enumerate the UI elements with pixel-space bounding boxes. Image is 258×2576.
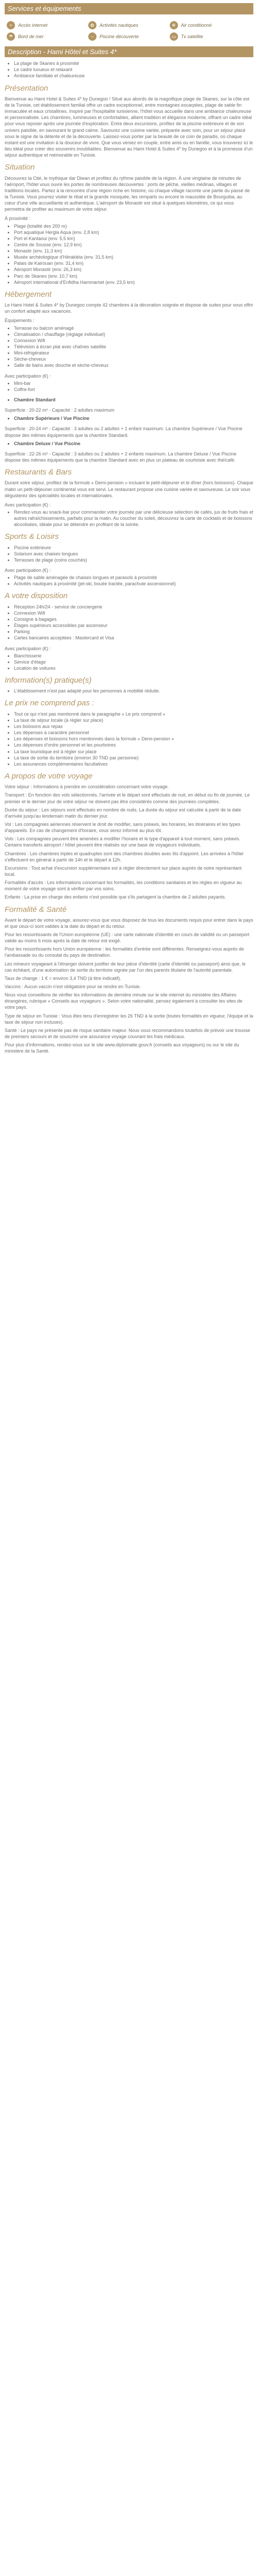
list-item: • Blanchisserie	[14, 653, 253, 659]
list-item: • Location de voitures	[14, 665, 253, 671]
paragraph: Chambres : Les chambres triples et quadruples sont des chambres doubles avec lits d'appoint. Les arrivées à l'hôtel s'effectuent en général à partir de 14h et le départ à 12h.	[5, 851, 244, 862]
list-item: • Cartes bancaires acceptées : Mastercard et Visa	[14, 635, 253, 641]
list-item: • La plage de Skanes à proximité	[14, 60, 253, 66]
list-item: • Connexion Wifi	[14, 610, 253, 616]
hebergement-payant-list	[5, 380, 253, 393]
situation-title: Situation	[5, 163, 35, 172]
formalites-section	[5, 905, 253, 1055]
list-item: • Service d'étage	[14, 659, 253, 665]
aircon-icon: ❄	[170, 21, 178, 29]
presentation-section	[5, 83, 253, 159]
presentation-title: Présentation	[5, 83, 49, 93]
disposition-payant-label: Avec participation (€) :	[5, 646, 51, 651]
hebergement-payant-label: Avec participation (€) :	[5, 373, 51, 379]
room-name-list	[5, 440, 253, 447]
hebergement-equip-label: Équipements :	[5, 318, 35, 324]
sports-section	[5, 532, 253, 587]
list-item: • Salle de bains avec douche et sèche-cheveux	[14, 362, 253, 368]
service-label: Tv satellite	[181, 33, 203, 39]
formalites-title: Formalité & Santé	[5, 905, 67, 914]
service-item	[88, 32, 170, 41]
list-item: • Télévision à écran plat avec chaînes satellite	[14, 344, 253, 350]
list-item: • Le cadre luxueux et relaxant	[14, 66, 253, 73]
restaurants-label: Avec participation (€) :	[5, 502, 51, 507]
list-item: • Étages supérieurs accessibles par ascenseur	[14, 622, 253, 629]
list-item: • Sèche-cheveux	[14, 356, 253, 362]
list-item: • Activités nautiques à proximité (jet-ski, bouée tractée, parachute ascensionnel)	[14, 581, 253, 587]
list-item: • La taxe touristique est à régler sur place	[14, 749, 253, 755]
paragraph: Vol : Les compagnies aériennes réservent le droit de modifier, sans préavis, les horaires, les itinéraires et les types d'appareils. En cas de changement d'horaire, vous serez informé au plus tôt.	[5, 821, 240, 834]
service-label: Activités nautiques	[99, 22, 138, 28]
paragraph: Nous vous conseillons de vérifier les informations de dernière minute sur le site internet du ministère des Affaires étrangères, rubrique « Conseils aux voyageurs ». Selon votre nationalité, pensez également à consulter les sites de votre pays.	[5, 992, 243, 1010]
room-list	[5, 397, 253, 463]
list-item: • Centre de Sousse (env. 12,9 km)	[14, 242, 253, 248]
hebergement-section	[5, 290, 253, 463]
hebergement-title: Hébergement	[5, 290, 52, 299]
service-item	[88, 21, 170, 29]
hebergement-intro: Le Hami Hotel & Suites 4* by Dunegoo compte 42 chambres à la décoration soignée et dispose de suites pour vous offrir un confort adapté aux vacances.	[5, 302, 253, 314]
infos-section	[5, 675, 253, 694]
list-item: • Aéroport international d'Enfidha Hammamet (env. 23,5 km)	[14, 279, 253, 285]
list-item: • Port aquatique Hergla Aqua (env. 2,8 km)	[14, 229, 253, 235]
page	[0, 0, 258, 1061]
infos-list	[5, 688, 253, 694]
services-grid	[5, 18, 253, 46]
room-name-list	[5, 415, 253, 421]
restaurants-list	[5, 509, 253, 528]
sports-list	[5, 545, 253, 563]
list-item: • La taxe de séjour locale (à régler sur place)	[14, 717, 253, 723]
paragraph: Découvrez la Cité, le mythique dar Diwan et profitez du rythme paisible de la région. À une vingtaine de minutes de l'aéroport, l'hôtel vous ouvre les portes de nombreuses découvertes : ports de pêche, vieilles médinas, villages et traditions locales. Partez à la rencontre d'une région riche en histoire, où chaque village raconte une partie du passé de la Tunisie. Vous pourrez visiter le ribat et la grande mosquée, les remparts ou encore le mausolée de Bourguiba, au cœur d'une ville accueillante et authentique. L'aéroport de Monastir est situé à quelques kilomètres, ce qui vous permettra de profiter au maximum de votre séjour.	[5, 175, 250, 212]
paragraph: Pour plus d'informations, rendez-vous sur le site www.diplomatie.gouv.fr (conseils aux voyageurs) ou sur le site du ministère de la Santé.	[5, 1042, 239, 1054]
list-item: • Port el Kantaoui (env. 5,5 km)	[14, 235, 253, 242]
room-name: • Chambre Deluxe / Vue Piscine	[14, 440, 253, 447]
paragraph: Type de séjour en Tunisie : Vous êtes tenu d'enregistrer les 26 TND à la sortie (toutes formalités en vigueur, l'équipe et la taxe de séjour non incluses).	[5, 1013, 253, 1025]
apropos-section	[5, 771, 253, 901]
paragraph: Pour les ressortissants hors Union européenne : les formalités d'entrée sont différentes. Renseignez-vous auprès de l'ambassade ou du consulat du pays de destination.	[5, 946, 244, 958]
paragraph: Avant le départ de votre voyage, assurez-vous que vous disposez de tous les documents requis pour entrer dans le pays et que ceux-ci sont valides à la date du départ et du retour.	[5, 917, 253, 929]
presentation-body	[5, 96, 253, 158]
list-item: • Mini-bar	[14, 380, 253, 386]
pool-icon: ~	[88, 32, 96, 41]
formalites-body	[5, 917, 253, 1055]
beach-icon: ☂	[7, 32, 15, 41]
list-item: • Monastir (env. 11,3 km)	[14, 248, 253, 254]
service-label: Bord de mer	[18, 33, 44, 39]
service-item	[7, 21, 88, 29]
sports-payant-list	[5, 574, 253, 587]
list-item: • Les dépenses d'ordre personnel et les pourboires	[14, 742, 253, 748]
paragraph: Formalités d'accès : Les informations concernant les formalités, les conditions sanitaires et les règles en vigueur au moment de votre voyage sont à vérifier par vos soins.	[5, 880, 242, 892]
room-name: • Chambre Standard	[14, 397, 253, 403]
list-item: • La taxe de sortie du territoire (environ 30 TND par personne)	[14, 755, 253, 761]
list-item: • Consigne à bagages	[14, 616, 253, 622]
situation-section	[5, 162, 253, 285]
disposition-title: A votre disposition	[5, 591, 68, 601]
restaurants-section	[5, 467, 253, 528]
list-item: • L'établissement n'est pas adapté pour les personnes à mobilité réduite.	[14, 688, 253, 694]
list-item: • Musée archéologique d'Hérakléia (env. 31,5 km)	[14, 254, 253, 260]
activities-icon: ✿	[88, 21, 96, 29]
service-item	[170, 32, 251, 41]
list-item: • Mini-réfrigérateur	[14, 350, 253, 356]
apropos-body	[5, 784, 253, 900]
disposition-section	[5, 591, 253, 671]
list-item: • Aéroport Monastir (env. 26,3 km)	[14, 266, 253, 273]
room-details: Superficie : 20-22 m² - Capacité : 2 adultes maximum	[5, 408, 115, 413]
list-item: • Terrasse ou balcon aménagé	[14, 325, 253, 331]
list-item: • Connexion Wifi	[14, 337, 253, 344]
paragraph: Taux de change : 1 € = environ 3,4 TND (à titre indicatif).	[5, 975, 121, 981]
prix-section	[5, 698, 253, 767]
description-list	[5, 60, 253, 79]
sports-payant-label: Avec participation (€) :	[5, 568, 51, 573]
paragraph: Enfants : La prise en charge des enfants n'est possible que s'ils partagent la chambre de 2 adultes payants.	[5, 894, 226, 900]
list-item: • Parc de Skanes (env. 10,7 km)	[14, 273, 253, 279]
distances-label: À proximité :	[5, 216, 31, 222]
paragraph: Vaccins : Aucun vaccin n'est obligatoire pour se rendre en Tunisie.	[5, 984, 141, 990]
list-item: • Les dépenses à caractère personnel	[14, 730, 253, 736]
paragraph: Votre séjour : Informations à prendre en considération concernant votre voyage.	[5, 784, 169, 790]
services-header: Services et équipements	[5, 3, 253, 14]
paragraph: Transport : En fonction des vols sélectionnés, l'arrivée et le départ sont effectués de nuit, en début ou fin de journée. Le premier et le dernier jour de votre séjour ne doivent pas être considérés comme des journées complètes.	[5, 792, 250, 804]
disposition-payant-list	[5, 653, 253, 671]
room-details: Superficie : 20-24 m² - Capacité : 3 adultes ou 2 adultes + 1 enfant maximum. La chambre Supérieure / Vue Piscine dispose des mêmes équipements que la chambre Standard.	[5, 426, 243, 438]
apropos-title: A propos de votre voyage	[5, 772, 93, 781]
sports-title: Sports & Loisirs	[5, 532, 59, 541]
restaurants-intro: Durant votre séjour, profitez de la formule « Demi-pension » incluant le petit-déjeuner et le dîner (hors boissons). Chaque matin un petit-déjeuner continental vous est servi. Le restaurant propose une cuisine variée et savoureuse. Le soir vous dégusterez des spécialités locales et internationales.	[5, 480, 253, 498]
paragraph: Vols : Les compagnies peuvent être amenées à modifier l'horaire et le type d'appareil à tout moment, sans préavis. Certains transferts aéroport / hôtel peuvent être réalisés sur une base de voyageurs individuels.	[5, 836, 240, 848]
list-item: • Rendez-vous au snack-bar pour commander votre journée par une délicieuse sélection de cafés, jus de fruits frais et autres rafraîchissements, parfaits pour la matin. Au coucher du soleil, découvrez la carte de cocktails et de boissons alcoolisées, idéale pour se détendre en profitant de la soirée.	[14, 509, 253, 528]
room-name: • Chambre Supérieure / Vue Piscine	[14, 415, 253, 421]
list-item: • Coffre-fort	[14, 386, 253, 393]
service-label: Accès internet	[18, 22, 48, 28]
list-item: • Solarium avec chaises longues	[14, 551, 253, 557]
hebergement-equip-list	[5, 325, 253, 369]
list-item: • Les dépenses et boissons hors mentionnés dans la formule « Demi-pension »	[14, 736, 253, 742]
list-item: • Plage de sable aménagée de chaises longues et parasols à proximité	[14, 574, 253, 581]
tv-icon: ▭	[170, 32, 178, 41]
paragraph: Bienvenue au Hami Hotel & Suites 4* by Dunegoo ! Situé aux abords de la magnifique plage de Skanes, sur la côte est de la Tunisie, cet établissement familial offre un cadre exceptionnel, entre montagnes escarpées, plage de sable fin immaculée et eaux cristallines. Inspiré par l'hospitalité tunisienne, l'hôtel vous accueille dans une ambiance chaleureuse et personnalisée. Les chambres, lumineuses et confortables, allient tradition et élégance moderne, offrant un cadre idéal pour vous reposer après une journée d'exploration. Entre deux excursions, profitez de la piscine extérieure et de son univers paisible, en savourant le grand calme. Savourez une cuisine variée, préparée avec soin, pour un séjour placé sous le signe de la détente et de la découverte. Laissez-vous porter par la beauté de ce coin de paradis, où chaque instant est une invitation à la douceur de vivre. Que vous veniez en couple, entre amis ou en famille, vous trouverez ici le lieu idéal pour créer des souvenirs inoubliables. Bienvenue au Hami Hotel & Suites 4* by Dunegoo et à la promesse d'un séjour authentique et mémorable en Tunisie.	[5, 96, 253, 158]
disposition-list	[5, 604, 253, 641]
service-item	[7, 32, 88, 41]
list-item: • Plage (totalité des 200 m)	[14, 223, 253, 229]
list-item: • Palais de Kairouan (env. 31,4 km)	[14, 260, 253, 266]
service-label: Piscine découverte	[99, 33, 139, 39]
list-item: • Piscine extérieure	[14, 545, 253, 551]
distances-list	[5, 223, 253, 285]
list-item: • Climatisation / chauffage (réglage individuel)	[14, 331, 253, 337]
list-item: • Réception 24h/24 - service de conciergerie	[14, 604, 253, 610]
list-item: • Parking	[14, 629, 253, 635]
description-header: Description - Hami Hôtel et Suites 4*	[5, 46, 253, 58]
room-details: Superficie : 22-26 m² - Capacité : 3 adultes ou 2 adultes + 2 enfants maximum. La chambre Deluxe / Vue Piscine dispose des mêmes équipements que la chambre Standard avec en plus un plateau de courtoisie avec thé/café.	[5, 451, 237, 463]
wifi-icon: ≈	[7, 21, 15, 29]
list-item: • Les assurances complémentaires facultatives	[14, 761, 253, 767]
infos-title: Information(s) pratique(s)	[5, 676, 92, 685]
paragraph: Santé : Le pays ne présente pas de risque sanitaire majeur. Nous vous recommandons toutefois de prévoir une trousse de premiers secours et de souscrire une assurance voyage couvrant les frais médicaux.	[5, 1027, 250, 1039]
restaurants-title: Restaurants & Bars	[5, 468, 72, 477]
prix-title: Le prix ne comprend pas :	[5, 699, 94, 708]
service-item	[170, 21, 251, 29]
paragraph: Excursions : Tout achat d'excursion supplémentaire est à régler directement sur place auprès de notre représentant local.	[5, 865, 242, 877]
list-item: • Tout ce qui n'est pas mentionné dans le paragraphe « Le prix comprend »	[14, 711, 253, 717]
paragraph: Pour les ressortissants de l'Union européenne (UE) : une carte nationale d'identité en cours de validité ou un passeport valide au moins 6 mois après la date de retour est exigé.	[5, 932, 250, 944]
service-label: Air conditionné	[181, 22, 212, 28]
room-name-list	[5, 397, 253, 403]
paragraph: Durée du séjour : Les séjours sont effectués en nombre de nuits. La durée du séjour est calculée à partir de la date d'arrivée jusqu'au lendemain matin du dernier jour.	[5, 807, 241, 819]
list-item: • Terrasses de plage (coins couchés)	[14, 557, 253, 563]
list-item: • Les boissons aux repas	[14, 723, 253, 730]
paragraph: Les mineurs voyageant à l'étranger doivent justifier de leur pièce d'identité (carte d'identité ou passeport) ainsi que, le cas échéant, d'une autorisation de sortie du territoire signée par l'un des parents titulaire de l'autorité parentale.	[5, 961, 246, 973]
situation-body	[5, 175, 253, 213]
prix-list	[5, 711, 253, 767]
list-item: • Ambiance familiale et chaleureuse	[14, 73, 253, 79]
